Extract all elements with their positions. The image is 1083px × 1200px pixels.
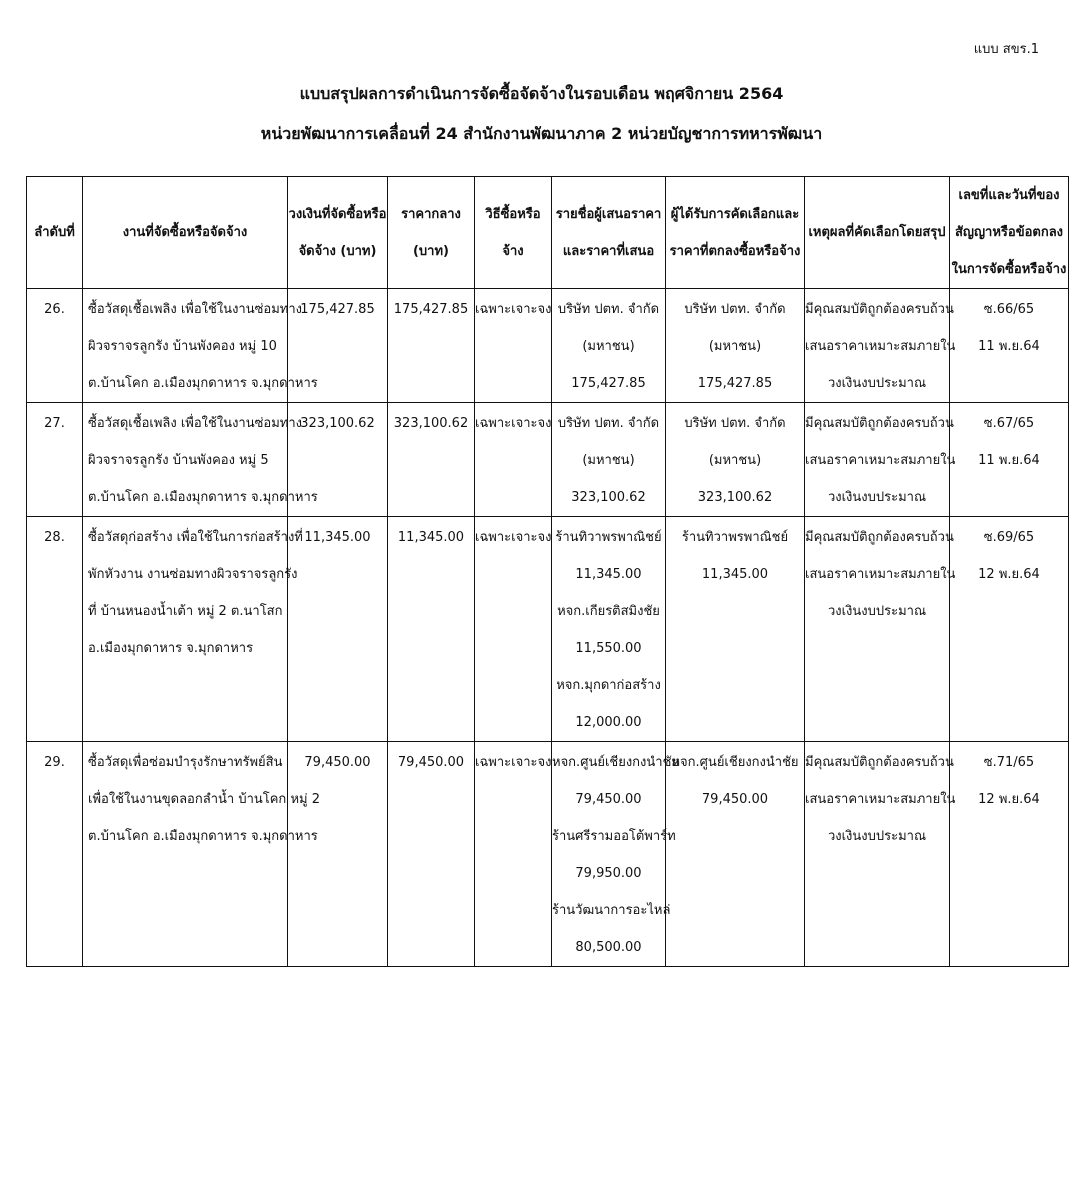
bidder-line: 79,950.00 [575,866,642,881]
form-code: แบบ สขร.1 [973,42,1039,57]
cell-reason [805,403,956,517]
table-header-row [27,177,1069,289]
cell-method [475,742,552,967]
cell-sequence [27,517,83,742]
selected-line: 323,100.62 [697,490,773,505]
cell-bidders [552,742,680,967]
contract-line: 11 พ.ย.64 [978,453,1040,468]
header-line: เลขที่และวันที่ของ [958,188,1060,203]
header-budget [288,177,388,289]
bidder-line: บริษัท ปตท. จำกัด [557,302,660,317]
median-price-value: 79,450.00 [397,755,465,770]
reason-line: เสนอราคาเหมาะสมภายใน [805,339,956,354]
cell-task [83,403,318,517]
task-line: ซื้อวัสดุเชื้อเพลิง เพื่อใช้ในงานซ่อมทาง [88,416,303,431]
budget-value: 323,100.62 [300,416,375,431]
header-line: ลำดับที่ [34,225,75,240]
cell-budget [288,517,388,742]
header-line: งานที่จัดซื้อหรือจัดจ้าง [122,225,248,240]
bidder-line: ร้านศรีรามออโต้พาร์ท [552,829,676,844]
header-median-price [388,177,475,289]
task-line: ต.บ้านโคก อ.เมืองมุกดาหาร จ.มุกดาหาร [88,829,318,844]
cell-task [83,517,303,742]
header-line: เหตุผลที่คัดเลือกโดยสรุป [808,225,946,240]
task-line: พักหัวงาน งานซ่อมทางผิวจราจรลูกรัง [88,567,298,582]
cell-method [475,289,552,403]
cell-budget [288,742,388,967]
header-contract [950,177,1069,289]
header-line: วิธีซื้อหรือจ้าง [485,206,541,259]
reason-line: เสนอราคาเหมาะสมภายใน [805,453,956,468]
header-sequence [27,177,83,289]
cell-sequence [27,742,83,967]
header-line: จัดจ้าง (บาท) [298,243,377,259]
reason-line: วงเงินงบประมาณ [827,376,927,391]
task-line: ซื้อวัสดุก่อสร้าง เพื่อใช้ในการก่อสร้างที่ [88,530,303,545]
header-task [83,177,288,289]
bidder-line: 11,345.00 [575,567,642,582]
header-line: รายชื่อผู้เสนอราคา [555,206,662,222]
selected-line: (มหาชน) [708,339,762,354]
header-selected [666,177,805,289]
task-line: ซื้อวัสดุเพื่อซ่อมบำรุงรักษาทรัพย์สิน [88,755,283,770]
header-reason [805,177,950,289]
task-line: อ.เมืองมุกดาหาร จ.มุกดาหาร [88,641,254,656]
reason-line: มีคุณสมบัติถูกต้องครบถ้วน [805,755,954,770]
report-subtitle: หน่วยพัฒนาการเคลื่อนที่ 24 สำนักงานพัฒนาภาค 2 หน่วยบัญชาการทหารพัฒนา [260,124,823,143]
sequence-number: 27. [44,416,65,431]
cell-contract [950,289,1069,403]
header-line: ผู้ได้รับการคัดเลือกและ [670,206,800,222]
task-line: ซื้อวัสดุเชื้อเพลิง เพื่อใช้ในงานซ่อมทาง [88,302,303,317]
selected-line: ร้านทิวาพรพาณิชย์ [681,530,789,545]
header-method [475,177,552,289]
task-line: เพื่อใช้ในงานขุดลอกลำน้ำ บ้านโคก หมู่ 2 [88,792,320,807]
contract-line: 12 พ.ย.64 [978,567,1040,582]
cell-method [475,403,552,517]
task-line: ต.บ้านโคก อ.เมืองมุกดาหาร จ.มุกดาหาร [88,490,318,505]
cell-bidders [552,289,666,403]
cell-contract [950,742,1069,967]
bidder-line: หจก.ศูนย์เชียงกงนำชัย [552,755,680,770]
cell-selected [666,403,805,517]
report-title: แบบสรุปผลการดำเนินการจัดซื้อจัดจ้างในรอบเดือน พฤศจิกายน 2564 [299,84,784,103]
header-line: วงเงินที่จัดซื้อหรือ [288,206,387,222]
bidder-line: หจก.เกียรติสมิงชัย [557,604,660,619]
cell-bidders [552,403,666,517]
bidder-line: (มหาชน) [582,453,635,468]
header-line: (บาท) [412,243,449,259]
bidder-line: 11,550.00 [575,641,642,656]
bidder-line: 323,100.62 [571,490,646,505]
contract-line: 11 พ.ย.64 [978,339,1040,354]
contract-line: ซ.67/65 [983,416,1035,431]
cell-task [83,289,318,403]
selected-line: 175,427.85 [697,376,773,391]
header-line: ในการจัดซื้อหรือจ้าง [951,262,1067,277]
contract-line: 12 พ.ย.64 [978,792,1040,807]
reason-line: วงเงินงบประมาณ [827,829,927,844]
selected-line: 79,450.00 [701,792,769,807]
task-line: ผิวจราจรลูกรัง บ้านพังคอง หมู่ 5 [88,453,269,468]
bidder-line: บริษัท ปตท. จำกัด [557,416,660,431]
cell-selected [666,742,805,967]
table-row [27,403,1069,517]
cell-selected [666,289,805,403]
header-line: ราคากลาง [401,206,461,222]
reason-line: วงเงินงบประมาณ [827,604,927,619]
table-row [27,289,1069,403]
task-line: ต.บ้านโคก อ.เมืองมุกดาหาร จ.มุกดาหาร [88,376,318,391]
cell-sequence [27,289,83,403]
reason-line: เสนอราคาเหมาะสมภายใน [805,792,956,807]
cell-selected [666,517,805,742]
reason-line: วงเงินงบประมาณ [827,490,927,505]
cell-median-price [388,517,475,742]
selected-line: บริษัท ปตท. จำกัด [684,302,786,317]
table-row [27,517,1069,742]
sequence-number: 26. [44,302,65,317]
selected-line: บริษัท ปตท. จำกัด [684,416,786,431]
reason-line: เสนอราคาเหมาะสมภายใน [805,567,956,582]
sequence-number: 29. [44,755,65,770]
bidder-line: ร้านทิวาพรพาณิชย์ [555,530,662,545]
method-value: เฉพาะเจาะจง [475,530,552,545]
median-price-value: 11,345.00 [397,530,465,545]
sequence-number: 28. [44,530,65,545]
reason-line: มีคุณสมบัติถูกต้องครบถ้วน [805,302,954,317]
contract-line: ซ.71/65 [983,755,1035,770]
median-price-value: 175,427.85 [393,302,469,317]
selected-line: (มหาชน) [708,453,762,468]
budget-value: 175,427.85 [300,302,375,317]
bidder-line: 12,000.00 [575,715,642,730]
cell-median-price [388,403,475,517]
header-line: ราคาที่ตกลงซื้อหรือจ้าง [669,243,801,259]
bidder-line: 175,427.85 [571,376,646,391]
task-line: ที่ บ้านหนองน้ำเต้า หมู่ 2 ต.นาโสก [88,604,283,619]
reason-line: มีคุณสมบัติถูกต้องครบถ้วน [805,530,954,545]
selected-line: หจก.ศูนย์เชียงกงนำชัย [671,755,799,770]
selected-line: 11,345.00 [701,567,769,582]
cell-sequence [27,403,83,517]
header-bidders [552,177,666,289]
header-line: และราคาที่เสนอ [562,243,655,259]
cell-contract [950,517,1069,742]
method-value: เฉพาะเจาะจง [475,302,552,317]
cell-bidders [552,517,666,742]
cell-method [475,517,552,742]
budget-value: 11,345.00 [304,530,371,545]
cell-task [83,742,320,967]
cell-reason [805,289,956,403]
bidder-line: ร้านวัฒนาการอะไหล่ [552,903,671,918]
contract-line: ซ.66/65 [983,302,1035,317]
header-line: สัญญาหรือข้อตกลง [954,225,1064,240]
cell-reason [805,517,956,742]
budget-value: 79,450.00 [304,755,371,770]
bidder-line: 79,450.00 [575,792,642,807]
procurement-table [26,176,1069,967]
method-value: เฉพาะเจาะจง [475,416,552,431]
table-row [27,742,1069,967]
reason-line: มีคุณสมบัติถูกต้องครบถ้วน [805,416,954,431]
cell-median-price [388,742,475,967]
cell-contract [950,403,1069,517]
bidder-line: หจก.มุกดาก่อสร้าง [556,678,661,693]
cell-median-price [388,289,475,403]
contract-line: ซ.69/65 [983,530,1035,545]
median-price-value: 323,100.62 [393,416,469,431]
task-line: ผิวจราจรลูกรัง บ้านพังคอง หมู่ 10 [88,339,277,354]
bidder-line: 80,500.00 [575,940,642,955]
bidder-line: (มหาชน) [582,339,635,354]
method-value: เฉพาะเจาะจง [475,755,552,770]
cell-reason [805,742,956,967]
